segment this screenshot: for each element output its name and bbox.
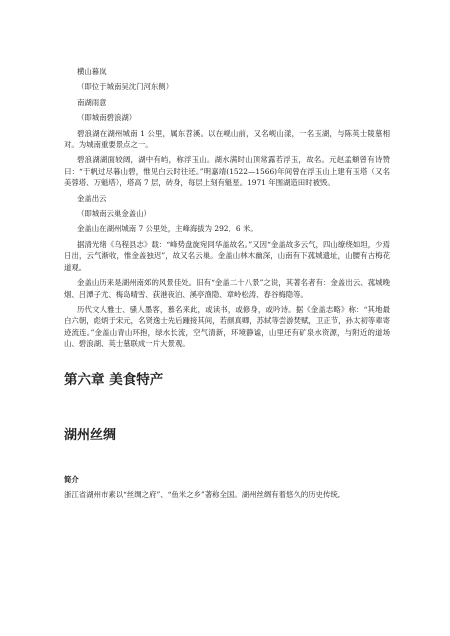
chapter-title: 第六章 美食特产 (64, 371, 164, 388)
entry-note: （即城南碧浪湖） (77, 113, 137, 123)
entry-title: 横山暮岚 (77, 67, 107, 76)
entry-note: （即位于城南吴沈门河东侧） (77, 82, 174, 92)
paragraph: 金盖山历来是湖州南郊的风景佳处。旧有“金盖二十八景”之说，其著名者有：金盖出云、菰城晚烟、吕潭子尤、梅岛晴雪、荻港夜泊、溪亭渔隐、章岭松涛、春谷梅隐等。 (64, 278, 390, 299)
section-title: 湖州丝绸 (64, 427, 117, 443)
paragraph: 碧浪湖在湖州城南 1 公里，属东苕溪。以在岘山前，又名岘山漾，一名玉湖，与陈英士陵墓相对。为城南重要景点之一。 (64, 128, 390, 150)
paragraph: 碧浪湖湖面较阔，湖中有屿，称浮玉山。湖水满时山顶常露若浮玉，故名。元赵孟頫曾有诗赞曰：“干帆过尽暮山碧，惟见白云时往还。”明嘉靖(1522—1566)年间曾在浮玉山上建有玉塔（又名美蓉塔、万魁塔），塔高 7 层，砖身，每层上刻有魁星。1971 年围湖造田时被毁。 (64, 155, 390, 188)
intro-text: 浙江省湖州市素以“丝绸之府”、“鱼米之乡”著称全国。湖州丝绸有着悠久的历史传统, (64, 489, 341, 499)
page-content (64, 66, 390, 500)
entry-note: （即城南云巢金盖山） (77, 209, 151, 219)
paragraph: 金盖山在湖州城南 7 公里处，主峰海拔为 292．6 米。 (77, 224, 258, 234)
intro-heading: 简介 (64, 474, 79, 484)
paragraph: 据清光绪《乌程县志》载：“峰势盘旋宛同华盖故名。”又因“金盖故多云气，四山缭绕如坦，少焉日出，云气渐收，惟金盖独迟”，故又名云巢。金盖山林木幽深，山南有下菰城遗址，山腰有古梅花道观。 (64, 239, 390, 272)
entry-title: 金盖出云 (77, 193, 107, 203)
paragraph: 历代文人雅士、骚人墨客，慕名来此，或读书，或修身，或吟诗。据《金盖志略》称：“其地最白六朝，彪炳于宋元，名贤逸士先后踵接其间，若颜真卿，苏轼等尝游焚赋，卫正节，孙太初等辈寄迹流连。”金盖山青山环抱，绿水长流，空气清新，环境静谧，山里还有矿泉水资源，与附近的道场山、碧浪湖、英士墓联成一片大景观。 (64, 304, 390, 349)
entry-title: 南湖雨意 (77, 97, 107, 107)
